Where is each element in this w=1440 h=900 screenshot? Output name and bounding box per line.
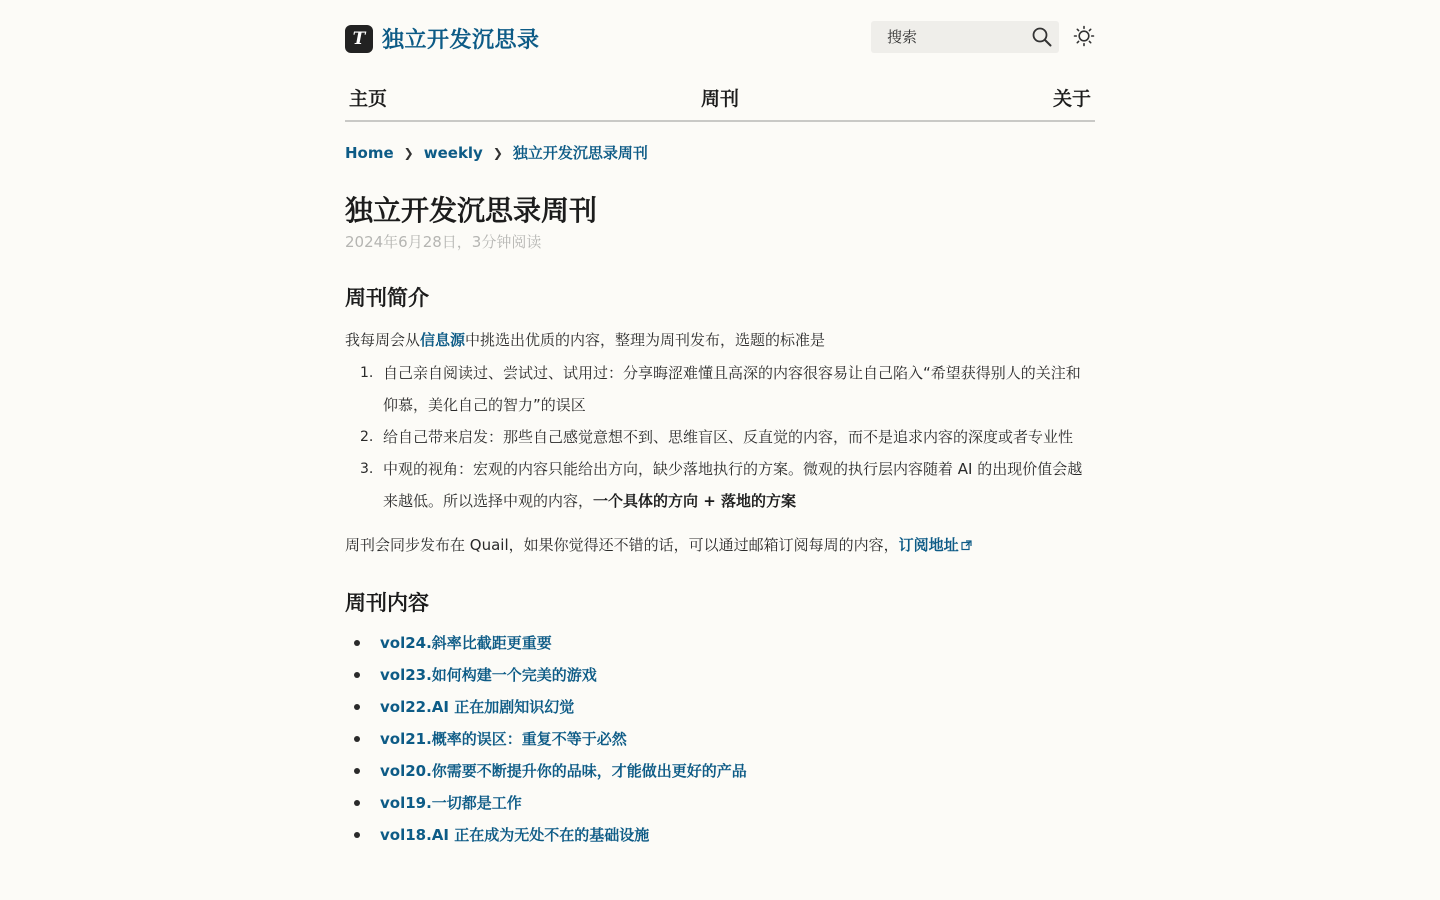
list-item <box>345 723 1095 755</box>
breadcrumb-home[interactable]: Home <box>345 143 394 162</box>
subscribe-link[interactable] <box>899 536 972 554</box>
search-icon[interactable] <box>1031 26 1053 48</box>
volume-link[interactable]: vol23.如何构建一个完美的游戏 <box>380 666 597 684</box>
bullet-icon <box>354 640 360 646</box>
criteria-item <box>345 421 1095 453</box>
bullet-icon <box>354 832 360 838</box>
criteria-item <box>345 357 1095 421</box>
list-item <box>345 819 1095 851</box>
page <box>345 0 1095 851</box>
logo-icon: T <box>345 25 373 53</box>
volume-link[interactable]: vol22.AI 正在加剧知识幻觉 <box>380 698 575 716</box>
volume-link[interactable]: vol20.你需要不断提升你的品味，才能做出更好的产品 <box>380 762 747 780</box>
intro-suffix: 中挑选出优质的内容，整理为周刊发布，选题的标准是 <box>465 331 826 349</box>
source-link[interactable]: 信息源 <box>420 331 466 349</box>
nav-home[interactable]: 主页 <box>349 88 388 110</box>
bullet-icon <box>354 800 360 806</box>
list-item <box>345 691 1095 723</box>
sun-icon[interactable] <box>1073 25 1095 47</box>
sync-paragraph <box>345 529 1095 561</box>
search-input[interactable] <box>871 21 1021 53</box>
bullet-icon <box>354 704 360 710</box>
bullet-icon <box>354 672 360 678</box>
site-title: 独立开发沉思录 <box>382 28 540 53</box>
list-item <box>345 755 1095 787</box>
subscribe-link-label: 订阅地址 <box>898 536 959 554</box>
volume-list <box>345 627 1095 851</box>
external-link-icon <box>961 540 972 551</box>
nav-weekly[interactable]: 周刊 <box>700 88 740 110</box>
criteria-item <box>345 453 1095 517</box>
contents-heading: 周刊内容 <box>345 591 429 615</box>
criteria-text: 给自己带来启发：那些自己感觉意想不到、思维盲区、反直觉的内容，而不是追求内容的深度或者专业性 <box>383 428 1074 446</box>
list-item <box>345 787 1095 819</box>
list-item <box>345 627 1095 659</box>
volume-link[interactable]: vol24.斜率比截距更重要 <box>380 634 552 652</box>
site-logo-link[interactable] <box>345 23 540 54</box>
criteria-emphasis: 一个具体的方向 + 落地的方案 <box>593 492 797 510</box>
intro-prefix: 我每周会从 <box>345 331 421 349</box>
page-title: 独立开发沉思录周刊 <box>345 194 598 227</box>
breadcrumb-weekly[interactable]: weekly <box>423 143 483 162</box>
main-nav <box>345 74 1095 122</box>
post-meta: 2024年6月28日，3分钟阅读 <box>345 233 542 251</box>
criteria-text: 自己亲自阅读过、尝试过、试用过：分享晦涩难懂且高深的内容很容易让自己陷入“希望获得别人的关注和仰慕，美化自己的智力”的误区 <box>383 364 1081 414</box>
chevron-right-icon: ❯ <box>403 145 414 160</box>
volume-link[interactable]: vol21.概率的误区：重复不等于必然 <box>380 730 627 748</box>
bullet-icon <box>354 736 360 742</box>
search-box <box>871 21 1059 53</box>
list-item <box>345 659 1095 691</box>
bullet-icon <box>354 768 360 774</box>
nav-about[interactable]: 关于 <box>1052 88 1091 110</box>
intro-paragraph <box>345 324 1095 356</box>
volume-link[interactable]: vol18.AI 正在成为无处不在的基础设施 <box>380 826 650 844</box>
list-number: 2. <box>360 429 374 445</box>
breadcrumb <box>345 142 1095 163</box>
list-number: 1. <box>360 365 374 381</box>
chevron-right-icon: ❯ <box>492 145 503 160</box>
criteria-text: 中观的视角：宏观的内容只能给出方向，缺少落地执行的方案。微观的执行层内容随着 AI 的出现价值会越来越低。所以选择中观的内容， <box>383 460 1083 510</box>
volume-link[interactable]: vol19.一切都是工作 <box>380 794 522 812</box>
criteria-list <box>345 357 1095 517</box>
intro-heading: 周刊简介 <box>345 286 429 310</box>
list-number: 3. <box>360 461 374 477</box>
breadcrumb-current[interactable]: 独立开发沉思录周刊 <box>512 144 648 162</box>
sync-text: 周刊会同步发布在 Quail，如果你觉得还不错的话，可以通过邮箱订阅每周的内容， <box>345 536 899 554</box>
site-header <box>345 0 1095 74</box>
